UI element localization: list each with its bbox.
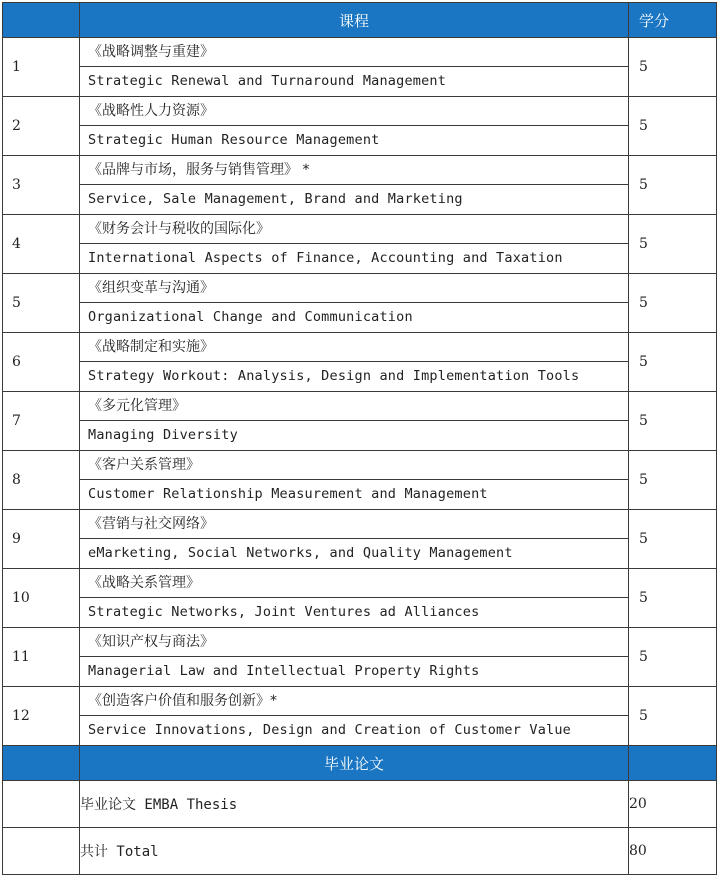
course-row <box>3 687 717 746</box>
course-cell <box>80 38 629 97</box>
course-english-title: Managerial Law and Intellectual Property Rights <box>88 663 480 679</box>
course-number: 10 <box>3 569 80 628</box>
course-number: 8 <box>3 451 80 510</box>
course-cell <box>80 97 629 156</box>
course-number: 2 <box>3 97 80 156</box>
course-chinese-title: 《战略性人力资源》 <box>80 97 628 126</box>
course-english-title: eMarketing, Social Networks, and Quality Management <box>88 545 513 561</box>
course-chinese-title: 《品牌与市场，服务与销售管理》 * <box>80 156 628 185</box>
thesis-row <box>3 781 717 828</box>
course-row <box>3 274 717 333</box>
course-credit: 5 <box>629 569 717 628</box>
course-row <box>3 38 717 97</box>
course-row <box>3 392 717 451</box>
course-chinese-title: 《战略关系管理》 <box>80 569 628 598</box>
course-number: 1 <box>3 38 80 97</box>
course-cell <box>80 687 629 746</box>
course-row <box>3 510 717 569</box>
course-cell <box>80 392 629 451</box>
curriculum-table <box>2 2 717 875</box>
course-number: 7 <box>3 392 80 451</box>
course-cell <box>80 333 629 392</box>
course-cell <box>80 451 629 510</box>
course-chinese-title: 《营销与社交网络》 <box>80 510 628 539</box>
course-row <box>3 628 717 687</box>
total-number-cell <box>3 828 80 875</box>
section-credit-cell <box>629 746 717 781</box>
thesis-section-header-row <box>3 746 717 781</box>
course-chinese-title: 《多元化管理》 <box>80 392 628 421</box>
course-chinese-title: 《战略制定和实施》 <box>80 333 628 362</box>
course-credit: 5 <box>629 392 717 451</box>
course-number: 12 <box>3 687 80 746</box>
course-chinese-title: 《知识产权与商法》 <box>80 628 628 657</box>
course-cell <box>80 628 629 687</box>
course-english-title: Service Innovations, Design and Creation of Customer Value <box>88 722 572 738</box>
thesis-label: 毕业论文 EMBA Thesis <box>80 781 629 828</box>
course-row <box>3 569 717 628</box>
course-english-title: Strategic Networks, Joint Ventures ad Alliances <box>88 604 480 620</box>
course-credit: 5 <box>629 628 717 687</box>
course-cell <box>80 156 629 215</box>
course-row <box>3 333 717 392</box>
course-cell <box>80 569 629 628</box>
course-number: 11 <box>3 628 80 687</box>
course-chinese-title: 《客户关系管理》 <box>80 451 628 480</box>
course-credit: 5 <box>629 510 717 569</box>
course-credit: 5 <box>629 274 717 333</box>
header-course-label: 课程 <box>80 3 629 38</box>
course-chinese-title: 《财务会计与税收的国际化》 <box>80 215 628 244</box>
header-number-cell <box>3 3 80 38</box>
course-number: 4 <box>3 215 80 274</box>
course-cell <box>80 274 629 333</box>
course-english-title: Strategic Renewal and Turnaround Management <box>88 73 447 89</box>
course-english-title: Managing Diversity <box>88 427 238 443</box>
course-row <box>3 215 717 274</box>
course-english-title: Strategy Workout: Analysis, Design and Implementation Tools <box>88 368 580 384</box>
course-chinese-title: 《战略调整与重建》 <box>80 38 628 67</box>
course-row <box>3 97 717 156</box>
thesis-credit: 20 <box>629 781 717 828</box>
total-row <box>3 828 717 875</box>
course-credit: 5 <box>629 156 717 215</box>
course-cell <box>80 510 629 569</box>
course-english-title: Service, Sale Management, Brand and Marketing <box>88 191 463 207</box>
course-chinese-title: 《组织变革与沟通》 <box>80 274 628 303</box>
thesis-number-cell <box>3 781 80 828</box>
course-row <box>3 156 717 215</box>
course-english-title: Customer Relationship Measurement and Management <box>88 486 488 502</box>
header-credit-label: 学分 <box>629 3 717 38</box>
course-credit: 5 <box>629 451 717 510</box>
course-chinese-title: 《创造客户价值和服务创新》* <box>80 687 628 716</box>
course-credit: 5 <box>629 215 717 274</box>
section-number-cell <box>3 746 80 781</box>
course-english-title: Strategic Human Resource Management <box>88 132 380 148</box>
total-credit: 80 <box>629 828 717 875</box>
course-english-title: Organizational Change and Communication <box>88 309 413 325</box>
course-number: 9 <box>3 510 80 569</box>
course-credit: 5 <box>629 687 717 746</box>
course-credit: 5 <box>629 97 717 156</box>
course-number: 5 <box>3 274 80 333</box>
course-credit: 5 <box>629 38 717 97</box>
table-header-row <box>3 3 717 38</box>
course-credit: 5 <box>629 333 717 392</box>
thesis-section-title: 毕业论文 <box>80 746 629 781</box>
course-cell <box>80 215 629 274</box>
total-label: 共计 Total <box>80 828 629 875</box>
course-english-title: International Aspects of Finance, Accounting and Taxation <box>88 250 563 266</box>
course-number: 6 <box>3 333 80 392</box>
course-row <box>3 451 717 510</box>
course-number: 3 <box>3 156 80 215</box>
